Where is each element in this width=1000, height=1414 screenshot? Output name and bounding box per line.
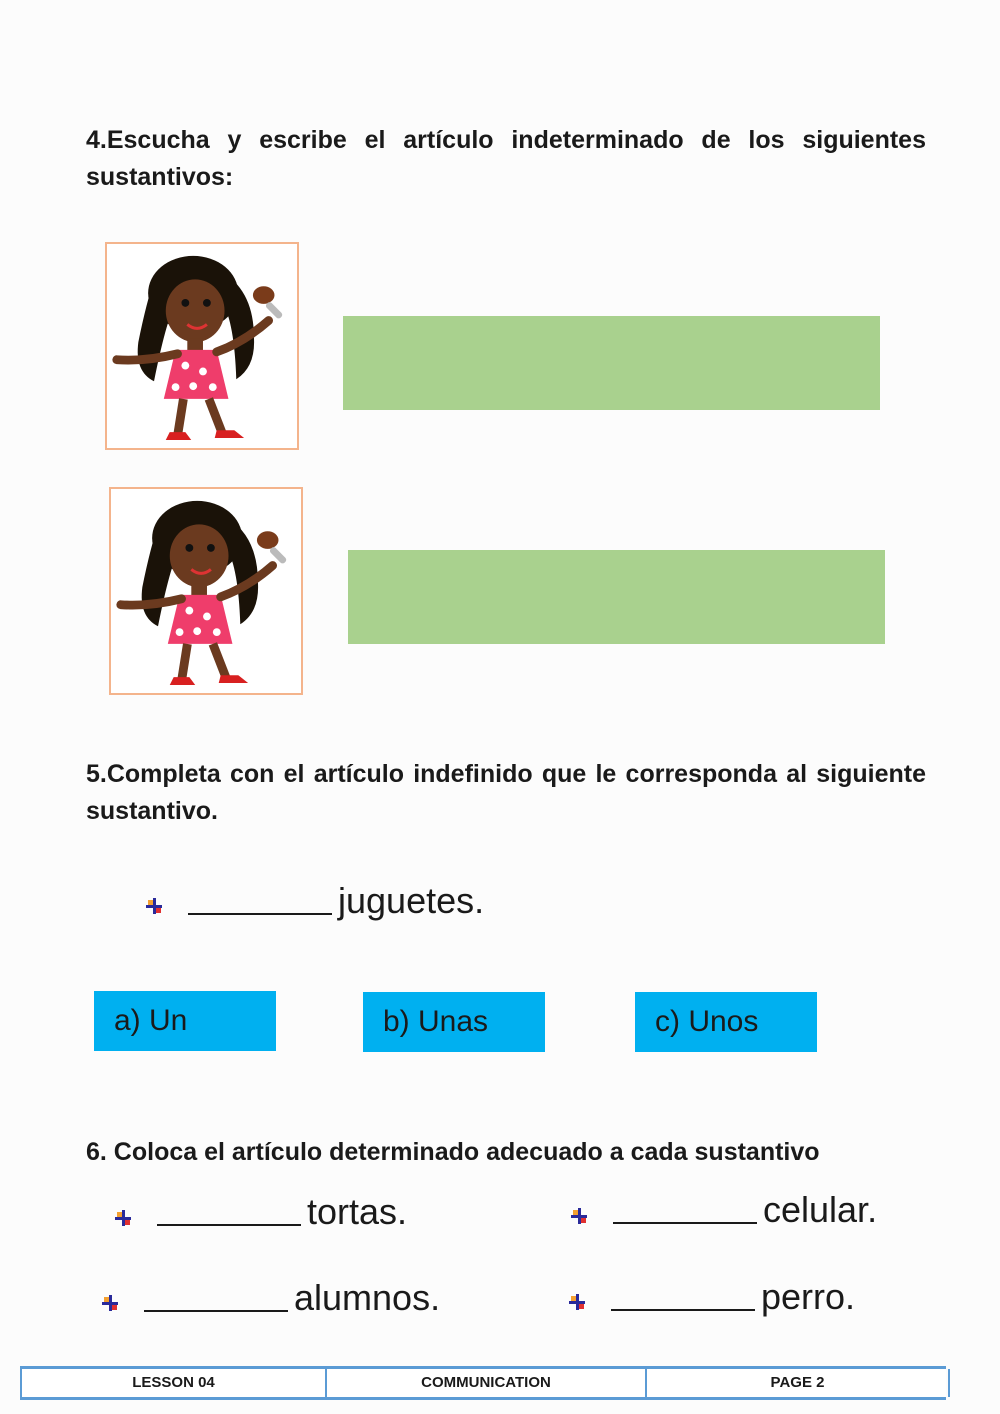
section-4-title: 4.Escucha y escribe el artículo indeterminado de los siguientes sustantivos: — [86, 126, 926, 191]
girl-singing-image-2 — [109, 487, 303, 695]
option-b-button[interactable]: b) Unas — [363, 992, 545, 1052]
item-perro — [611, 1277, 855, 1317]
noun-label: tortas. — [307, 1191, 408, 1232]
noun-label: perro. — [761, 1276, 856, 1317]
footer-lesson: LESSON 04 — [20, 1369, 325, 1397]
girl-singing-image-1 — [105, 242, 299, 450]
item-juguetes — [188, 881, 484, 921]
noun-label: juguetes. — [338, 880, 485, 921]
bullet-icon — [570, 1207, 588, 1225]
answer-blank[interactable] — [157, 1194, 301, 1226]
girl-singing-icon — [107, 244, 297, 448]
footer-page: PAGE 2 — [645, 1369, 950, 1397]
section-5-title: 5.Completa con el artículo indefinido que le corresponda al siguiente sustantivo. — [86, 760, 926, 825]
bullet-icon — [114, 1209, 132, 1227]
option-a-button[interactable]: a) Un — [94, 991, 276, 1051]
option-c-button[interactable]: c) Unos — [635, 992, 817, 1052]
footer-subject: COMMUNICATION — [325, 1369, 645, 1397]
item-celular — [613, 1190, 877, 1230]
girl-singing-icon — [111, 489, 301, 693]
answer-box-1[interactable] — [343, 316, 880, 410]
section-6-title: 6. Coloca el artículo determinado adecuado a cada sustantivo — [86, 1138, 820, 1166]
bullet-icon — [101, 1294, 119, 1312]
answer-box-2[interactable] — [348, 550, 885, 644]
noun-label: celular. — [763, 1189, 878, 1230]
page-footer — [20, 1366, 946, 1400]
answer-blank[interactable] — [144, 1280, 288, 1312]
item-alumnos — [144, 1278, 440, 1318]
answer-blank[interactable] — [611, 1279, 755, 1311]
noun-label: alumnos. — [294, 1277, 441, 1318]
answer-blank[interactable] — [188, 883, 332, 915]
bullet-icon — [145, 897, 163, 915]
bullet-icon — [568, 1293, 586, 1311]
item-tortas — [157, 1192, 407, 1232]
answer-blank[interactable] — [613, 1192, 757, 1224]
